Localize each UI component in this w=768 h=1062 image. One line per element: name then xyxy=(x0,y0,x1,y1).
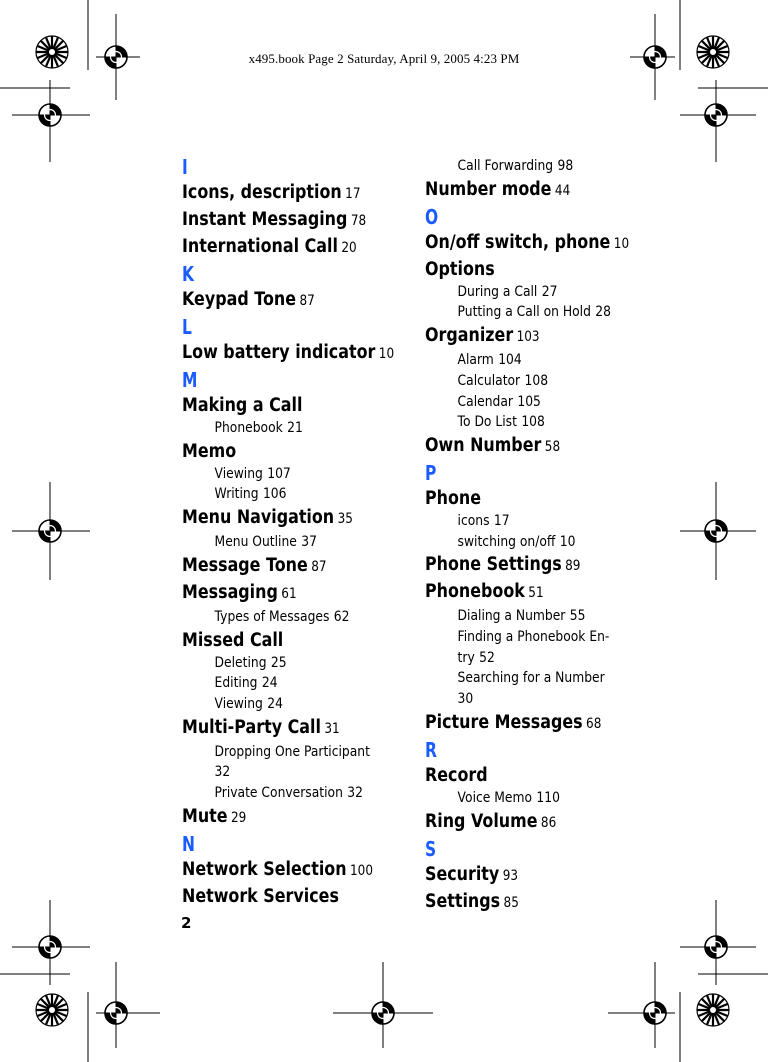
index-subentry: Dialing a Number 55 xyxy=(457,608,586,625)
index-entry: Options xyxy=(425,258,495,280)
index-entry: Ring Volume 86 xyxy=(425,810,557,832)
index-entry: Keypad Tone 87 xyxy=(182,289,315,310)
index-subentry: Call Forwarding 98 xyxy=(457,158,574,174)
index-entry: Messaging 61 xyxy=(182,581,297,603)
section-letter-l: L xyxy=(182,315,192,339)
section-letter-s: S xyxy=(425,836,437,861)
index-entry: Own Number 58 xyxy=(425,434,561,456)
index-subentry: Calendar 105 xyxy=(457,393,541,410)
index-entry: Settings 85 xyxy=(425,890,519,912)
index-entry: Phonebook 51 xyxy=(425,581,544,603)
index-subentry: Private Conversation 32 xyxy=(214,785,363,802)
index-entry: Number mode 44 xyxy=(425,178,571,200)
index-entry: Security 93 xyxy=(425,863,519,885)
index-entry: Record xyxy=(425,764,488,786)
index-subentry: Deleting 25 xyxy=(214,654,287,671)
index-subentry: To Do List 108 xyxy=(457,414,545,431)
section-letter-r: R xyxy=(425,737,437,762)
section-letter-n: N xyxy=(182,831,195,856)
index-subentry: Menu Outline 37 xyxy=(214,534,317,551)
index-entry: Memo xyxy=(182,440,237,462)
page-number: 2 xyxy=(181,914,192,932)
index-entry: Network Selection 100 xyxy=(182,858,373,880)
index-subentry: Writing 106 xyxy=(214,486,287,503)
index-subentry: switching on/off 10 xyxy=(457,533,576,550)
index-subentry: Dropping One Participant 32 xyxy=(214,743,370,781)
index-entry: Phone Settings 89 xyxy=(425,554,581,576)
index-subentry: Putting a Call on Hold 28 xyxy=(457,304,611,321)
index-entry: Instant Messaging 78 xyxy=(182,209,367,230)
index-subentry: Phonebook 21 xyxy=(214,420,303,436)
index-subentry: During a Call 27 xyxy=(457,283,558,300)
index-subentry: Calculator 108 xyxy=(457,372,549,389)
index-entry: International Call 20 xyxy=(182,236,357,257)
section-letter-m: M xyxy=(182,368,198,392)
section-letter-p: P xyxy=(425,460,437,485)
section-letter-o: O xyxy=(425,204,439,229)
index-entry: Making a Call xyxy=(182,395,303,416)
index-entry: Network Services xyxy=(182,885,339,907)
index-entry: Phone xyxy=(425,487,482,509)
index-subentry: Viewing 24 xyxy=(214,695,283,712)
index-subentry: Types of Messages 62 xyxy=(214,608,350,625)
section-letter-k: K xyxy=(182,262,194,286)
index-entry: Multi-Party Call 31 xyxy=(182,716,340,738)
index-subentry: Voice Memo 110 xyxy=(457,789,560,806)
index-subentry: Searching for a Number 30 xyxy=(457,670,605,708)
index-entry: Icons, description 17 xyxy=(182,182,361,203)
index-entry: On/off switch, phone 10 xyxy=(425,231,630,253)
index-column-right xyxy=(425,156,630,916)
index-subentry: icons 17 xyxy=(457,512,510,529)
index-entry: Mute 29 xyxy=(182,805,247,827)
index-entry: Picture Messages 68 xyxy=(425,711,602,733)
index-entry: Menu Navigation 35 xyxy=(182,507,353,529)
index-subentry: Viewing 107 xyxy=(214,465,291,482)
index-entry: Organizer 103 xyxy=(425,325,540,347)
section-letter-i: I xyxy=(182,155,188,179)
index-entry: Low battery indicator 10 xyxy=(182,342,395,363)
index-column-left xyxy=(182,154,407,909)
index-subentry: Editing 24 xyxy=(214,675,278,692)
index-subentry: Alarm 104 xyxy=(457,352,522,369)
print-header: x495.book Page 2 Saturday, April 9, 2005 4:23 PM xyxy=(248,51,520,66)
index-subentry: Finding a Phonebook En-try 52 xyxy=(457,629,610,666)
index-entry: Message Tone 87 xyxy=(182,554,327,576)
index-entry: Missed Call xyxy=(182,629,284,651)
